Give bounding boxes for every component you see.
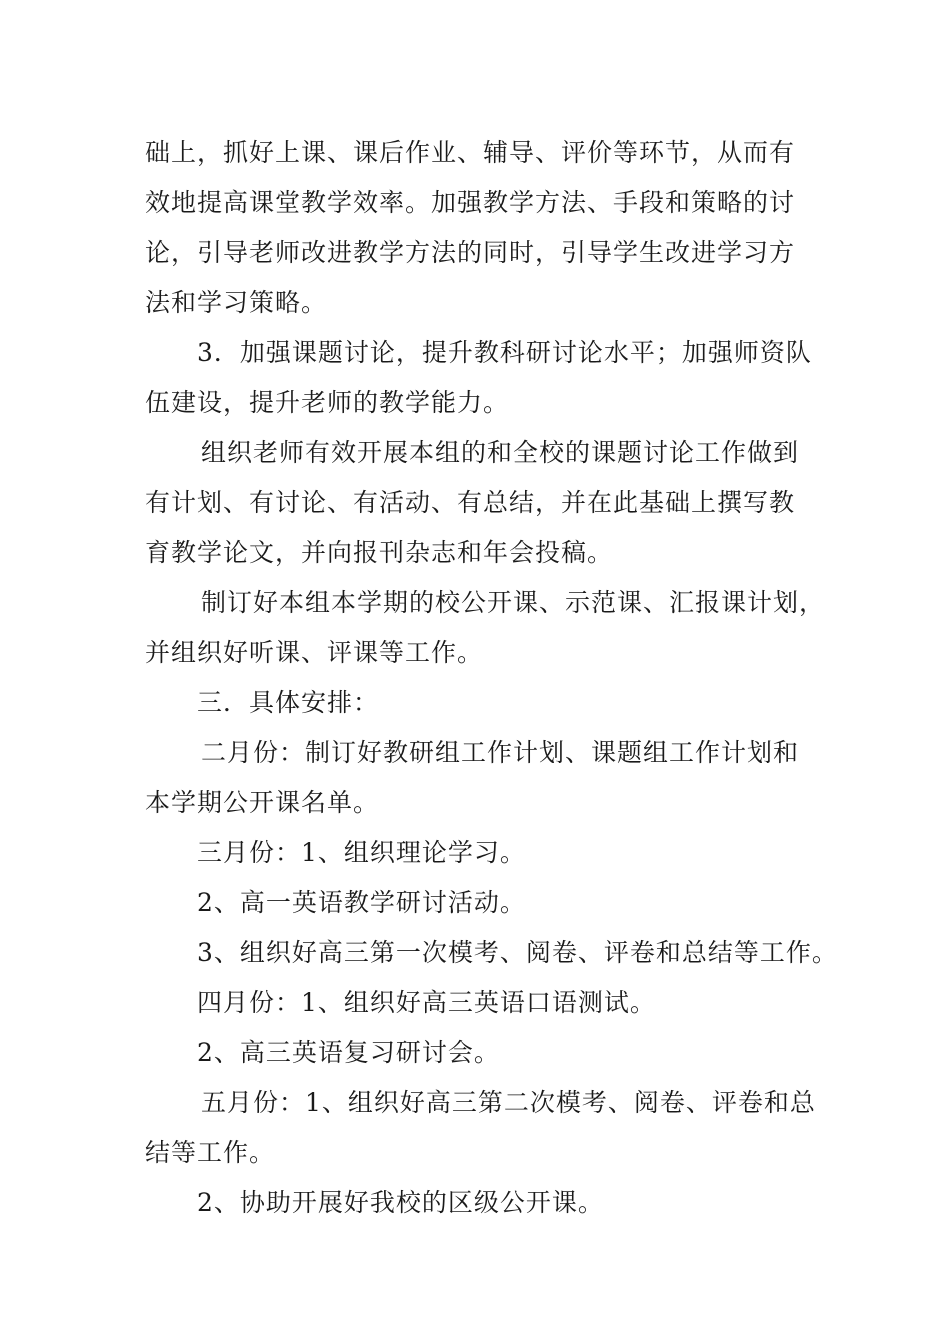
document-body	[145, 128, 838, 1228]
schedule-item: 四月份：1、组织好高三英语口语测试。	[197, 988, 656, 1017]
text-line: 伍建设，提升老师的教学能力。	[145, 388, 510, 417]
text-line: 论，引导老师改进教学方法的同时，引导学生改进学习方	[145, 238, 796, 267]
numbered-heading: 3．加强课题讨论，提升教科研讨论水平；加强师资队	[197, 338, 812, 367]
schedule-item: 2、高一英语教学研讨活动。	[197, 888, 526, 917]
text-line: 育教学论文，并向报刊杂志和年会投稿。	[145, 538, 614, 567]
paragraph-start: 组织老师有效开展本组的和全校的课题讨论工作做到	[201, 438, 800, 467]
schedule-item: 二月份：制订好教研组工作计划、课题组工作计划和	[201, 738, 800, 767]
section-heading: 三．具体安排：	[197, 688, 380, 717]
schedule-item: 2、高三英语复习研讨会。	[197, 1038, 500, 1067]
paragraph-start: 制订好本组本学期的校公开课、示范课、汇报课计划，	[201, 588, 826, 617]
schedule-item: 3、组织好高三第一次模考、阅卷、评卷和总结等工作。	[197, 938, 838, 967]
text-line: 本学期公开课名单。	[145, 788, 380, 817]
schedule-item: 五月份：1、组织好高三第二次模考、阅卷、评卷和总	[201, 1088, 816, 1117]
schedule-item: 2、协助开展好我校的区级公开课。	[197, 1188, 604, 1217]
text-line: 有计划、有讨论、有活动、有总结，并在此基础上撰写教	[145, 488, 796, 517]
schedule-item: 三月份：1、组织理论学习。	[197, 838, 526, 867]
text-line: 法和学习策略。	[145, 288, 328, 317]
text-line: 并组织好听课、评课等工作。	[145, 638, 484, 667]
text-line: 础上，抓好上课、课后作业、辅导、评价等环节，从而有	[145, 138, 796, 167]
text-line: 效地提高课堂教学效率。加强教学方法、手段和策略的讨	[145, 188, 796, 217]
text-line: 结等工作。	[145, 1138, 276, 1167]
